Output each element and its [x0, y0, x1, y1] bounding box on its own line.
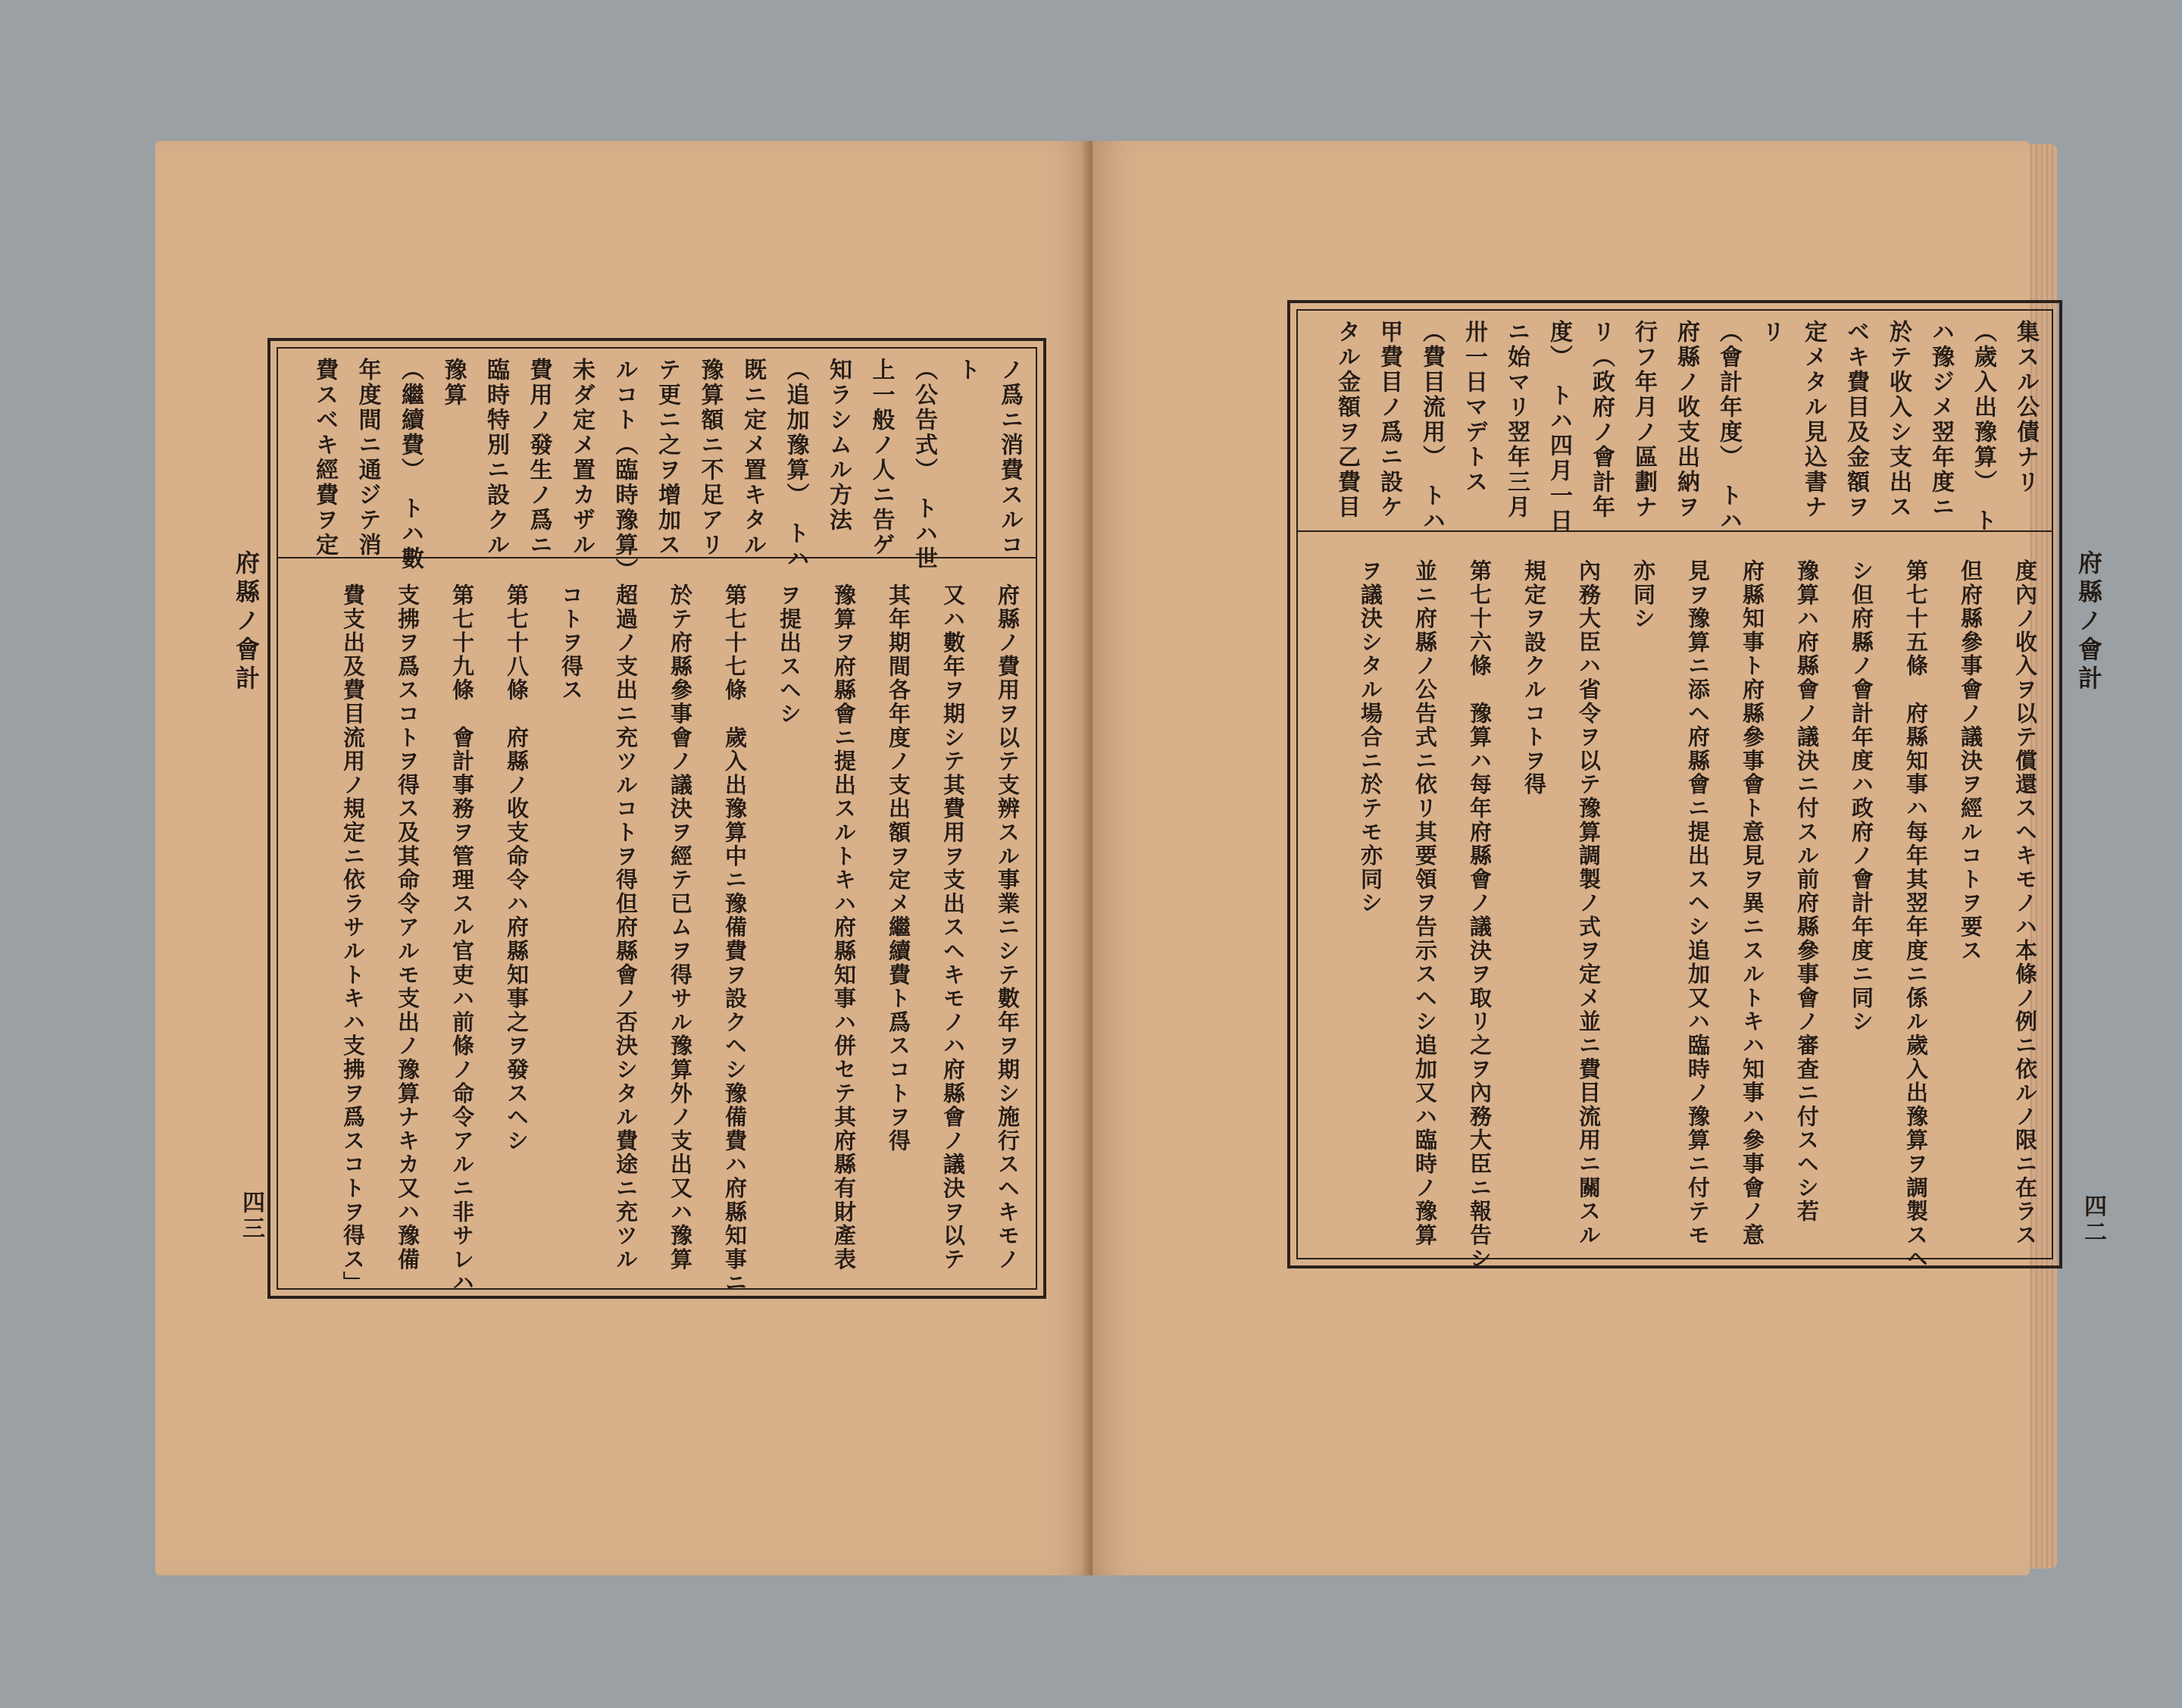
note-column: ノ爲ニ消費スルコ: [996, 358, 1023, 558]
body-column: 豫算ハ府縣會ノ議決ニ付スル前府縣參事會ノ審査ニ付スヘシ若: [1794, 559, 1820, 1224]
body-column: 第七十七條 歲入出豫算中ニ豫備費ヲ設クヘシ豫備費ハ府縣知事ニ: [722, 583, 748, 1295]
body-column: 度內ノ收入ヲ以テ償還スヘキモノハ本條ノ例ニ依ルノ限ニ在ラス: [2012, 559, 2038, 1247]
note-column: リ（政府ノ會計年: [1588, 320, 1615, 520]
note-column: ベキ費目及金額ヲ: [1843, 320, 1869, 520]
note-column: ト: [953, 358, 980, 383]
note-column: ハ豫ジメ翌年度ニ: [1927, 320, 1954, 520]
body-column: 但府縣參事會ノ議決ヲ經ルコトヲ要ス: [1958, 559, 1983, 963]
note-column: タル金額ヲ乙費目: [1333, 320, 1360, 520]
note-column: 行フ年月ノ區劃ナ: [1630, 320, 1657, 520]
note-column: 府縣ノ收支出納ヲ: [1673, 320, 1699, 520]
note-column: 費スベキ經費ヲ定: [311, 358, 338, 558]
note-column: 年度間ニ通ジテ消: [354, 358, 381, 558]
note-column: ニ始マリ翌年三月: [1503, 320, 1530, 520]
body-column: 費支出及費目流用ノ規定ニ依ラサルトキハ支拂ヲ爲スコトヲ得ス」: [340, 583, 366, 1295]
body-column: コトヲ得ス: [558, 583, 584, 702]
note-column: 豫算額ニ不足アリ: [696, 358, 724, 558]
note-column: 定メタル見込書ナ: [1800, 320, 1827, 520]
note-column: テ更ニ之ヲ增加ス: [654, 358, 680, 558]
body-column: 第七十八條 府縣ノ收支命令ハ府縣知事之ヲ發スヘシ: [504, 583, 530, 1153]
running-header-right: 府縣ノ會計: [2074, 550, 2103, 694]
note-column: 甲費目ノ爲ニ設ケ: [1376, 320, 1402, 520]
body-column: 規定ヲ設クルコトヲ得: [1521, 559, 1547, 796]
body-column: ヲ提出スヘシ: [777, 583, 802, 726]
page-number-right: 四二: [2080, 1194, 2106, 1246]
body-column: 府縣ノ費用ヲ以テ支辨スル事業ニシテ數年ヲ期シ施行スヘキモノ: [995, 583, 1021, 1272]
note-column: （歲入出豫算） ト: [1970, 320, 1996, 533]
body-column: 第七十九條 會計事務ヲ管理スル官吏ハ前條ノ命令アルニ非サレハ: [449, 583, 475, 1295]
note-column: （追加豫算） トハ: [782, 358, 809, 571]
note-column: 費用ノ發生ノ爲ニ: [525, 358, 552, 558]
body-column: 於テ府縣參事會ノ議決ヲ經テ已ムヲ得サル豫算外ノ支出又ハ豫算: [667, 583, 693, 1272]
page-number-left: 四三: [238, 1190, 264, 1242]
note-column: 未ダ定メ置カザル: [568, 358, 595, 558]
note-column: 臨時特別ニ設クル: [483, 358, 509, 558]
body-column: 其年期間各年度ノ支出額ヲ定メ繼續費ト爲スコトヲ得: [886, 583, 911, 1153]
note-column: 集スル公債ナリ: [2012, 320, 2039, 495]
note-column: （公告式） トハ世: [911, 358, 937, 571]
note-column: （會計年度） トハ: [1715, 320, 1742, 533]
right-page: [1093, 141, 2106, 1575]
text-frame-right: [1287, 300, 2062, 1271]
body-column: 見ヲ豫算ニ添ヘ府縣會ニ提出スヘシ追加又ハ臨時ノ豫算ニ付テモ: [1685, 559, 1711, 1247]
note-column: 知ラシムル方法: [825, 358, 852, 533]
note-column: （繼續費） トハ數: [397, 358, 424, 571]
text-frame-left: [267, 338, 1046, 1299]
body-column: 亦同シ: [1630, 559, 1656, 630]
body-column: 府縣知事ト府縣參事會ト意見ヲ異ニスルトキハ知事ハ參事會ノ意: [1740, 559, 1765, 1247]
body-column: 第七十五條 府縣知事ハ每年其翌年度ニ係ル歲入出豫算ヲ調製スヘ: [1903, 559, 1929, 1271]
body-column: 豫算ヲ府縣會ニ提出スルトキハ府縣知事ハ併セテ其府縣有財產表: [831, 583, 857, 1272]
body-column: 超過ノ支出ニ充ツルコトヲ得但府縣會ノ否決シタル費途ニ充ツル: [613, 583, 639, 1272]
note-column: 豫算: [439, 358, 467, 408]
note-column: ルコト（臨時豫算）: [611, 358, 638, 583]
note-column: 卅一日マデトス: [1461, 320, 1487, 495]
note-column: 既ニ定メ置キタル: [739, 358, 766, 558]
note-column: 於テ收入シ支出ス: [1885, 320, 1912, 520]
note-column: 度） トハ四月一日: [1546, 320, 1572, 533]
note-column: 上一般ノ人ニ告ゲ: [867, 358, 895, 558]
running-header-left: 府縣ノ會計: [232, 550, 261, 694]
body-column: シ但府縣ノ會計年度ハ政府ノ會計年度ニ同シ: [1849, 559, 1874, 1034]
body-column: 支拂ヲ爲スコトヲ得ス及其命令アルモ支出ノ豫算ナキカ又ハ豫備: [395, 583, 420, 1272]
body-column: 並ニ府縣ノ公告式ニ依リ其要領ヲ告示スヘシ追加又ハ臨時ノ豫算: [1412, 559, 1438, 1247]
body-column: 內務大臣ハ省令ヲ以テ豫算調製ノ式ヲ定メ並ニ費目流用ニ關スル: [1576, 559, 1602, 1247]
note-column: （費目流用） トハ: [1418, 320, 1445, 533]
open-book: [155, 141, 2106, 1575]
body-column: 第七十六條 豫算ハ每年府縣會ノ議決ヲ取リ之ヲ內務大臣ニ報告シ: [1467, 559, 1493, 1271]
note-column: リ: [1758, 320, 1784, 345]
body-column: ヲ議決シタル場合ニ於テモ亦同シ: [1358, 559, 1383, 915]
left-page: [155, 141, 1093, 1575]
body-column: 又ハ數年ヲ期シテ其費用ヲ支出スヘキモノハ府縣會ノ議決ヲ以テ: [940, 583, 966, 1272]
